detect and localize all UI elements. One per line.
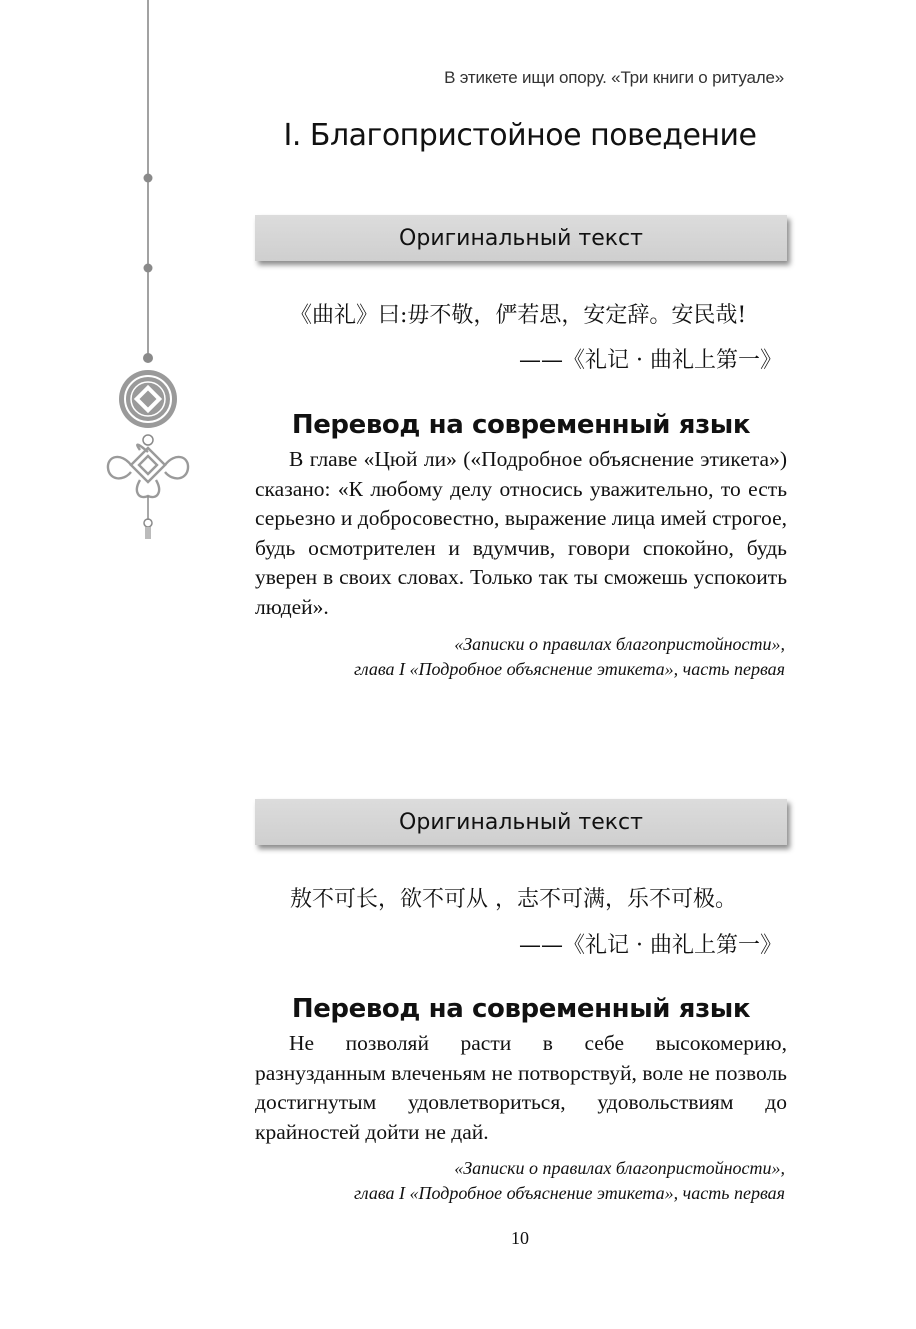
citation-line: глава I «Подробное объяснение этикета», часть первая (354, 659, 785, 679)
original-chinese-text: 《曲礼》曰:毋不敬，俨若思，安定辞。安民哉! (290, 303, 747, 328)
citation (354, 1156, 785, 1206)
chapter-title: I. Благопристойное поведение (283, 118, 757, 153)
section-bar-original-text: Оригинальный текст (255, 215, 787, 261)
page-number: 10 (511, 1228, 529, 1248)
citation-line: глава I «Подробное объяснение этикета», часть первая (354, 1183, 785, 1203)
original-source: ——《礼记 · 曲礼上第一》 (519, 933, 782, 958)
translation-text: В главе «Цюй ли» («Подробное объяснение этикета») сказано: «К любому делу относись уважительно, то есть серьезно и добросовестно, выражение лица имей строгое, будь осмотрителен и вдумчив, говори спокойно, будь уверен в своих словах. Только так ты сможешь успокоить людей». (255, 447, 787, 619)
original-source: ——《礼记 · 曲礼上第一》 (519, 348, 782, 373)
running-head: В этикете ищи опору. «Три книги о ритуале» (444, 68, 784, 87)
citation-line: «Записки о правилах благопристойности», (454, 634, 785, 654)
citation (354, 632, 785, 682)
hanging-knot-ornament-icon (105, 0, 195, 545)
section-bar-original-text: Оригинальный текст (255, 799, 787, 845)
translation-heading: Перевод на современный язык (291, 994, 751, 1024)
original-chinese-text: 敖不可长，欲不可从 ，志不可满，乐不可极。 (290, 887, 737, 912)
citation-line: «Записки о правилах благопристойности», (454, 1158, 785, 1178)
translation-heading: Перевод на современный язык (291, 410, 751, 440)
translation-text: Не позволяй расти в себе высокомерию, разнузданным влеченьям не потворствуй, воле не позволь достигнутым удовлетвориться, удовольствиям до крайностей дойти не дай. (255, 1031, 787, 1144)
